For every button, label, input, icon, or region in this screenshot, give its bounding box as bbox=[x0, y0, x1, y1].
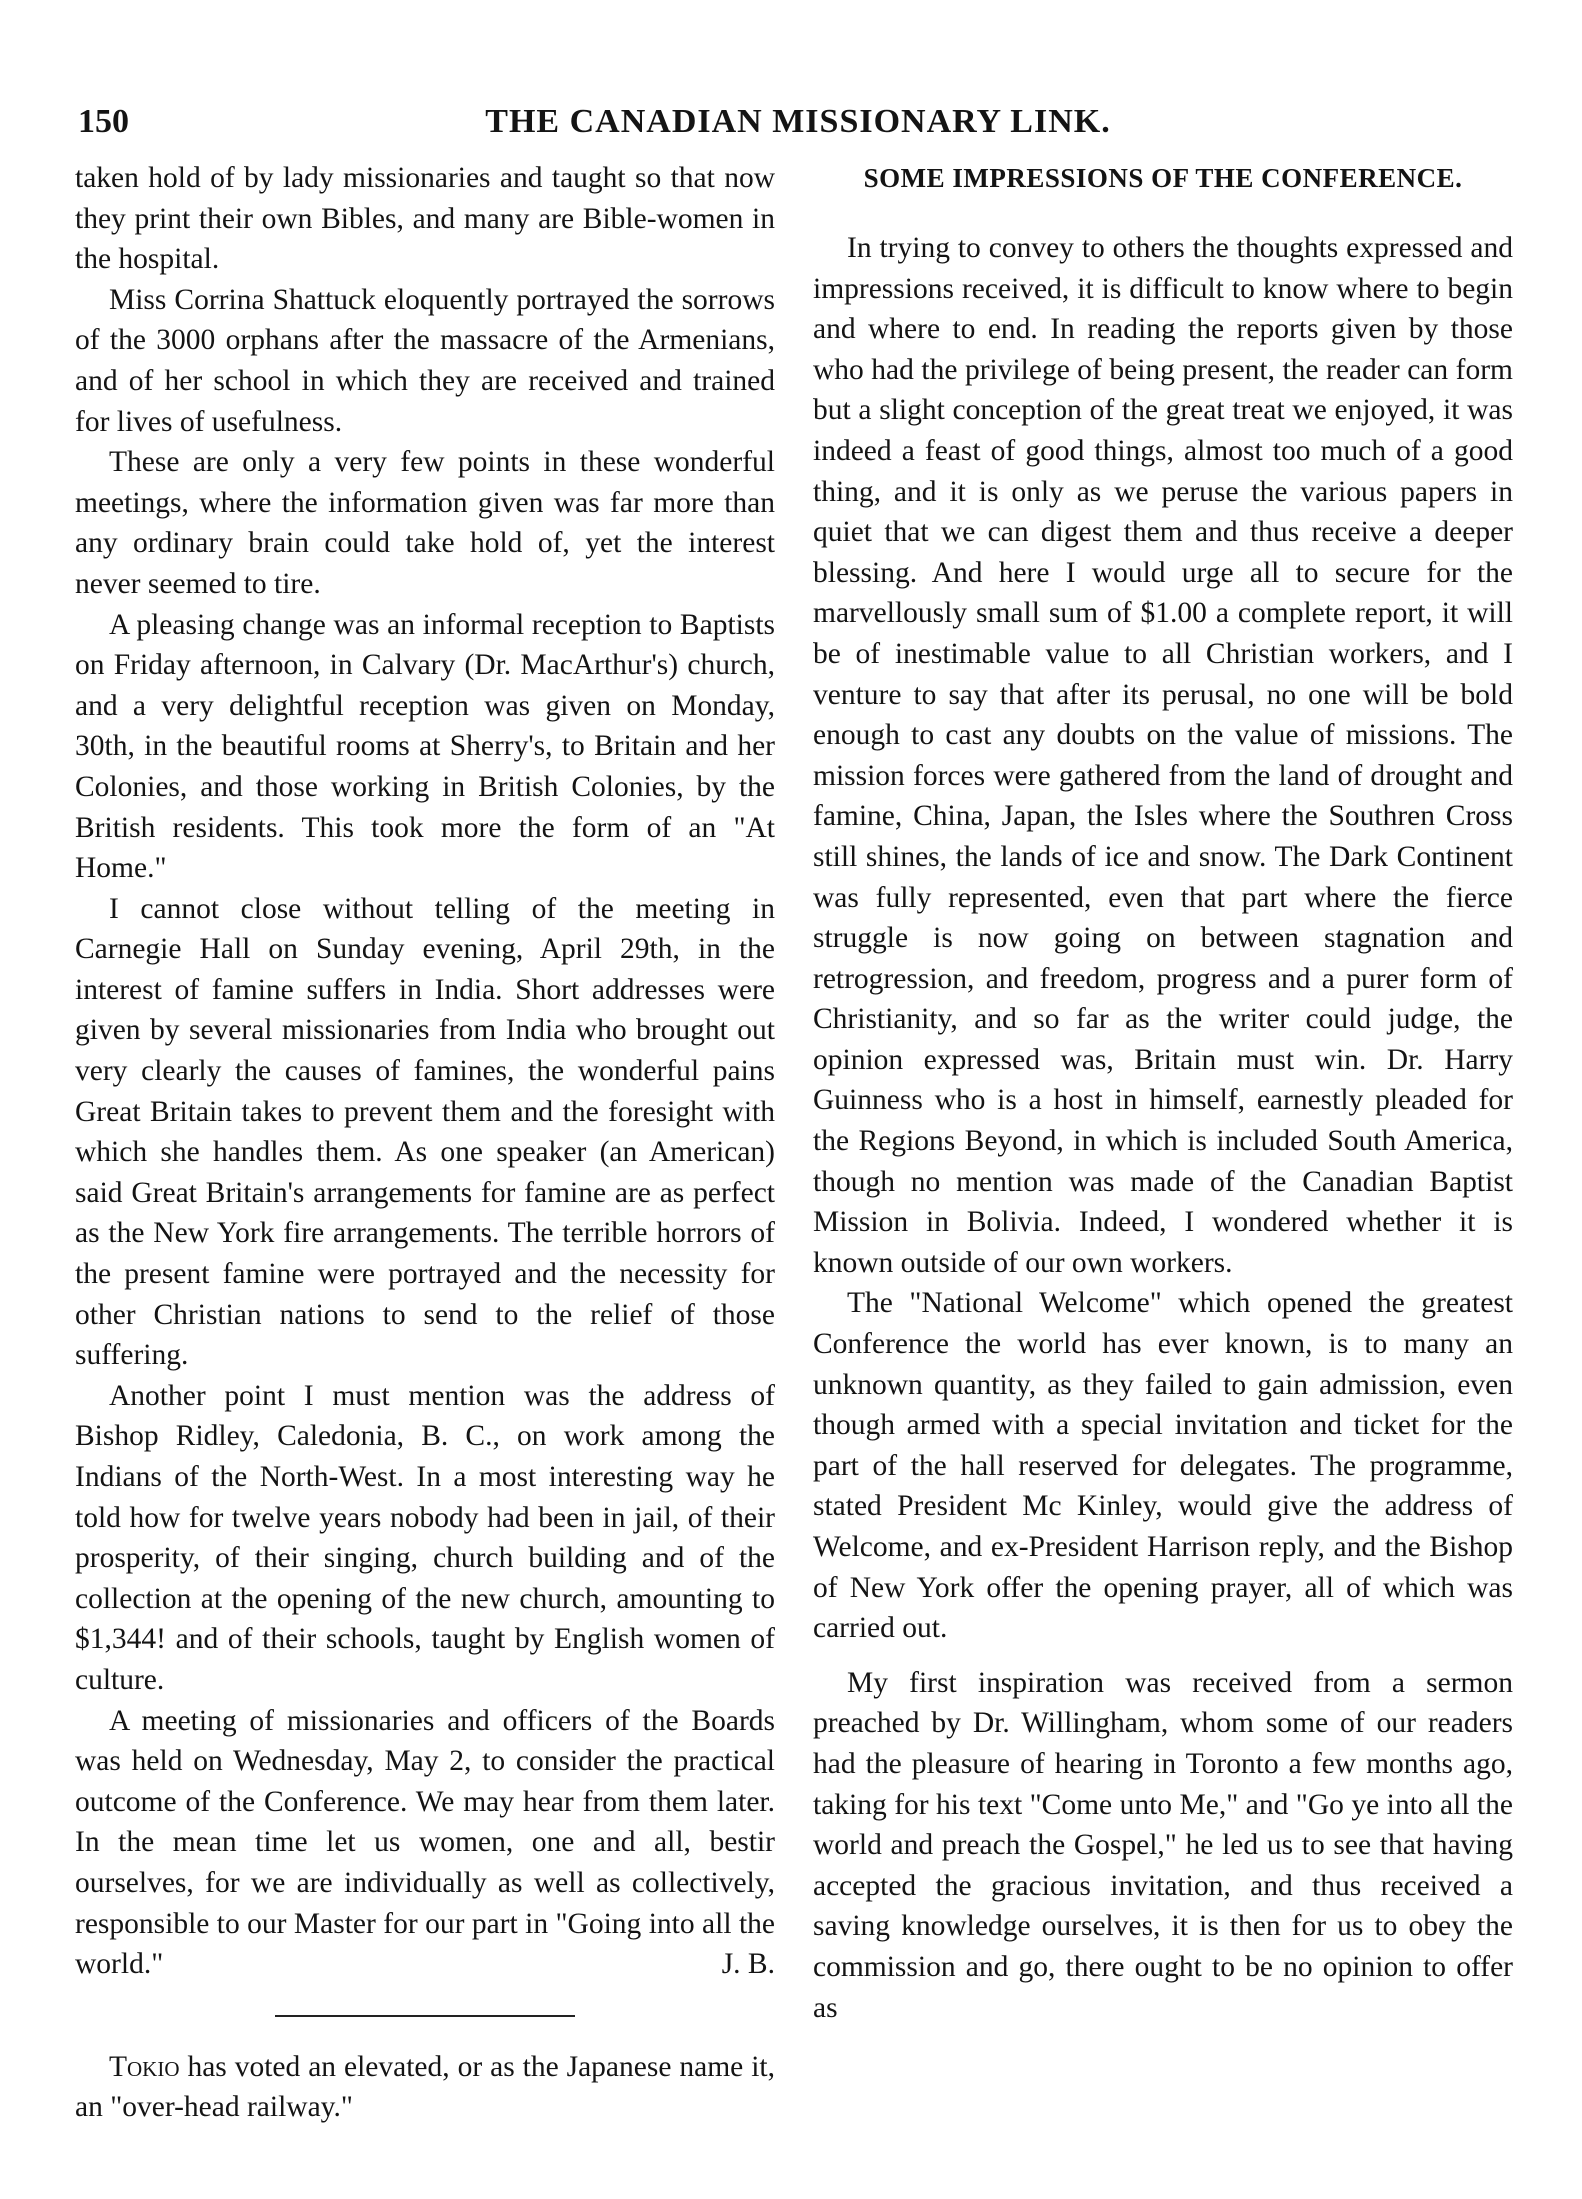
note-paragraph bbox=[75, 2047, 775, 2128]
article-paragraph: taken hold of by lady missionaries and taught so that now they print their own Bibles, and many are Bible-women in the hospital. bbox=[75, 162, 775, 276]
article-paragraph: I cannot close without telling of the meeting in Carnegie Hall on Sunday evening, April 29th, in the interest of famine suffers in India. Short addresses were given by several missionaries from India who brought out very clearly the causes of famines, the wonderful pains Great Britain takes to prevent them and the foresight with which she handles them. As one speaker (an American) said Great Britain's arrangements for famine are as perfect as the New York fire arrangements. The terrible horrors of the present famine were portrayed and the necessity for other Christian nations to send to the relief of those suffering. bbox=[75, 892, 775, 1372]
article-paragraph: Another point I must mention was the address of Bishop Ridley, Caledonia, B. C., on work among the Indians of the North-West. In a most interesting way he told how for twelve years nobody had been in jail, of their prosperity, of their singing, church building and of the collection at the opening of the new church, amounting to $1,344! and of their schools, taught by English women of culture. bbox=[75, 1379, 775, 1696]
article-heading: SOME IMPRESSIONS OF THE CONFERENCE. bbox=[863, 163, 1463, 193]
article-paragraph: My first inspiration was received from a sermon preached by Dr. Willingham, whom some of our readers had the pleasure of hearing in Toronto a few months ago, taking for his text "Come unto Me," and "Go ye into all the world and preach the Gospel," he led us to see that having accepted the gracious invitation, and thus received a saving knowledge ourselves, it is then for us to obey the commission and go, there ought to be no opinion to offer as bbox=[813, 1666, 1513, 2024]
page-number: 150 bbox=[78, 103, 129, 140]
note-lead-word: Tokio bbox=[109, 2050, 180, 2083]
article-paragraph: A pleasing change was an informal reception to Baptists on Friday afternoon, in Calvary (Dr. MacArthur's) church, and a very delightful reception was given on Monday, 30th, in the beautiful rooms at Sherry's, to Britain and her Colonies, and those working in British Colonies, by the British residents. This took more the form of an "At Home." bbox=[75, 608, 775, 885]
article-paragraph: The "National Welcome" which opened the greatest Conference the world has ever known, is to many an unknown quantity, as they failed to gain admission, even though armed with a special invitation and ticket for the part of the hall reserved for delegates. The programme, stated President Mc Kinley, would give the address of Welcome, and ex-President Harrison reply, and the Bishop of New York offer the opening prayer, all of which was carried out. bbox=[813, 1287, 1513, 1645]
news-note bbox=[75, 2047, 775, 2128]
note-text: has voted an elevated, or as the Japanese name it, an "over-head railway." bbox=[75, 2050, 775, 2124]
right-column bbox=[813, 158, 1513, 2028]
left-column bbox=[75, 158, 775, 2128]
article-paragraph-final bbox=[75, 1701, 775, 1985]
paragraph-gap bbox=[813, 1649, 1513, 1663]
running-head bbox=[78, 100, 1518, 144]
article-paragraph: These are only a very few points in these wonderful meetings, where the information given was far more than any ordinary brain could take hold of, yet the interest never seemed to tire. bbox=[75, 446, 775, 600]
section-divider bbox=[275, 2015, 575, 2017]
journal-title: THE CANADIAN MISSIONARY LINK. bbox=[485, 103, 1111, 140]
final-paragraph-text: A meeting of missionaries and officers of the Boards was held on Wednesday, May 2, to consider the practical outcome of the Conference. We may hear from them later. In the mean time let us women, one and all, bestir ourselves, for we are individually as well as collectively, responsible to our Master for our part in "Going into all the world." bbox=[75, 1704, 775, 1981]
author-signature: J. B. bbox=[721, 1948, 775, 1981]
article-paragraph: Miss Corrina Shattuck eloquently portrayed the sorrows of the 3000 orphans after the massacre of the Armenians, and of her school in which they are received and trained for lives of usefulness. bbox=[75, 283, 775, 438]
article-paragraph: In trying to convey to others the thoughts expressed and impressions received, it is difficult to know where to begin and where to end. In reading the reports given by those who had the privilege of being present, the reader can form but a slight conception of the great treat we enjoyed, it was indeed a feast of good things, almost too much of a good thing, and it is only as we peruse the various papers in quiet that we can digest them and thus receive a deeper blessing. And here I would urge all to secure for the marvellously small sum of $1.00 a complete report, it will be of inestimable value to all Christian workers, and I venture to say that after its perusal, no one will be bold enough to cast any doubts on the value of missions. The mission forces were gathered from the land of drought and famine, China, Japan, the Isles where the Southren Cross still shines, the lands of ice and snow. The Dark Continent was fully represented, even that part where the fierce struggle is now going on between stagnation and retrogression, and freedom, progress and a purer form of Christianity, and so far as the writer could judge, the opinion expressed was, Britain must win. Dr. Harry Guinness who is a host in himself, earnestly pleaded for the Regions Beyond, in which is included South America, though no mention was made of the Canadian Baptist Mission in Bolivia. Indeed, I wondered whether it is known outside of our own workers. bbox=[813, 232, 1513, 1279]
